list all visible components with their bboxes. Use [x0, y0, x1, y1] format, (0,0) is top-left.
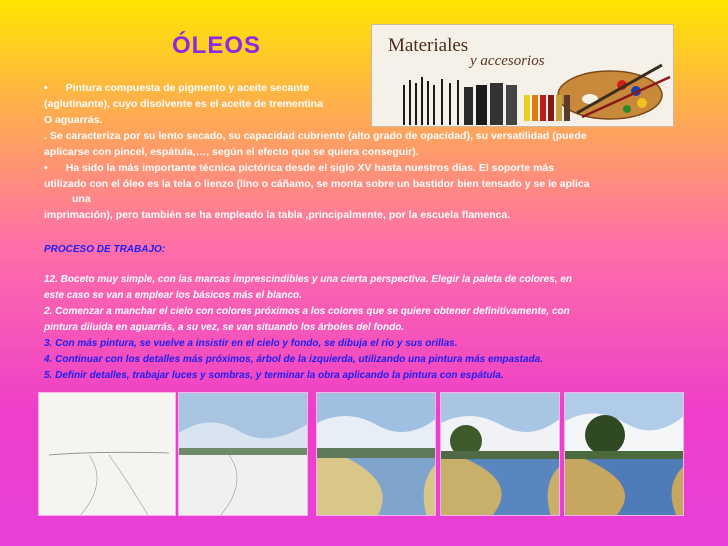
step-5-photo	[564, 392, 684, 516]
materials-heading: Materiales	[388, 35, 469, 56]
body-line-9: imprimación), pero también se ha empleado la tabla ,principalmente, por la escuela flamenca.	[44, 209, 511, 221]
step-3: 3. Con más pintura, se vuelve a insistir en el cielo y fondo, se dibuja el río y sus orillas.	[44, 338, 458, 349]
body-text: Ha sido la más importante técnica pictórica desde el siglo XV hasta nuestros días. El soporte más	[65, 162, 555, 174]
step-1a: 12. Boceto muy simple, con las marcas imprescindibles y una cierta perspectiva. Elegir la paleta de colores, en	[44, 274, 572, 285]
process-heading: PROCESO DE TRABAJO:	[44, 244, 166, 255]
step-1-photo	[38, 392, 176, 516]
body-line-6	[44, 161, 554, 177]
page-title: ÓLEOS	[172, 32, 262, 59]
step-5: 5. Definir detalles, trabajar luces y sombras, y terminar la obra aplicando la pintura con espátula.	[44, 370, 504, 381]
step-2-photo	[178, 392, 308, 516]
body-line-5: aplicarse con pincel, espátula,…, según el efecto que se quiera conseguir).	[44, 146, 419, 158]
bullet: •	[44, 162, 48, 174]
body-text: Pintura compuesta de pigmento y aceite secante	[65, 82, 310, 94]
body-line-2: (aglutinante), cuyo disolvente es el aceite de trementina	[44, 98, 323, 110]
materials-image	[371, 24, 674, 127]
bullet: •	[44, 82, 48, 94]
body-line-3: O aguarrás.	[44, 114, 103, 126]
materials-subheading: y accesorios	[470, 53, 545, 69]
step-4: 4. Continuar con los detalles más próximos, árbol de la izquierda, utilizando una pintura más empastada.	[44, 354, 543, 365]
step-2b: pintura diluida en aguarrás, a su vez, se van situando los árboles del fondo.	[44, 322, 405, 333]
step-1b: este caso se van a emplear los básicos más el blanco.	[44, 290, 302, 301]
step-4-photo	[440, 392, 560, 516]
body-line-7: utilizado con el óleo es la tela o lienzo (lino o cáñamo, se monta sobre un bastidor bien tensado y se le aplica	[44, 178, 590, 190]
body-line-8: una	[72, 193, 91, 205]
step-2a: 2. Comenzar a manchar el cielo con colores próximos a los colores que se quiere obtener definitivamente, con	[44, 306, 570, 317]
step-3-photo	[316, 392, 436, 516]
body-line-4: . Se caracteriza por su lento secado, su capacidad cubriente (alto grado de opacidad), su versatilidad (puede	[44, 130, 587, 142]
body-line-1	[44, 81, 309, 97]
